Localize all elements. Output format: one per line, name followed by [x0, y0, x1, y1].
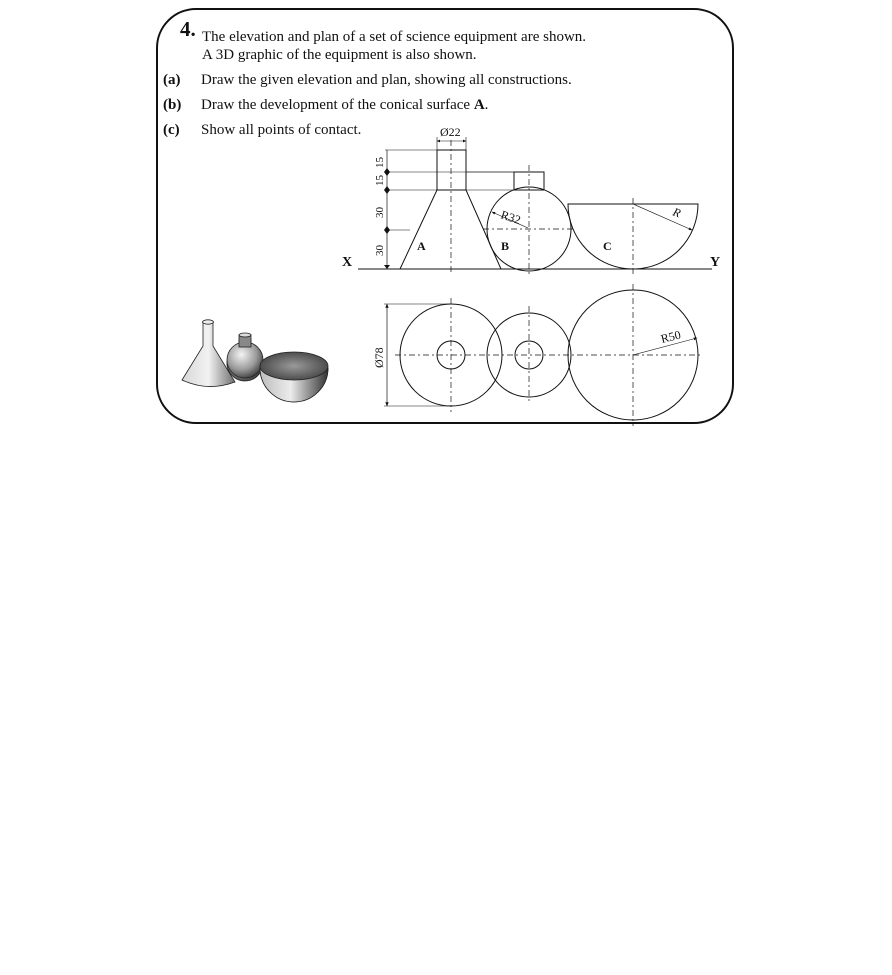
cone-a-outline: [400, 150, 501, 269]
elevation-view: [358, 137, 712, 275]
sphere-radius-text: R32: [499, 207, 523, 228]
part-c-text: Show all points of contact.: [201, 122, 362, 138]
flask-mouth-3d: [203, 320, 214, 324]
label-b: B: [501, 239, 510, 253]
part-b-label: (b): [163, 97, 182, 113]
part-a-text: Draw the given elevation and plan, showing all constructions.: [201, 72, 572, 88]
plan-diameter-text: Ø78: [372, 347, 386, 368]
part-a-label: (a): [163, 72, 181, 88]
flask-3d: [182, 322, 235, 387]
label-x: X: [342, 255, 353, 270]
part-b-period: .: [484, 97, 489, 113]
bowl-radius-leader: [633, 204, 692, 230]
height-dim-30-lower: 30: [374, 245, 386, 256]
label-y: Y: [710, 255, 721, 270]
question-line-1: The elevation and plan of a set of science equipment are shown.: [202, 29, 587, 45]
label-c: C: [603, 239, 612, 253]
height-dim-15: 15: [374, 175, 386, 186]
plan-view: [384, 284, 703, 426]
equipment-3d-graphic: [182, 320, 328, 402]
question-line-2: A 3D graphic of the equipment is also shown.: [202, 47, 477, 63]
label-a: A: [417, 239, 426, 253]
height-dim-15-top: 15: [374, 157, 386, 168]
plan-labels: [372, 327, 682, 368]
part-c-label: (c): [163, 122, 180, 138]
part-b-bold: A: [473, 97, 485, 113]
elevation-centre-lines: [451, 140, 633, 275]
bowl-inner-3d: [260, 352, 328, 380]
plan-radius-text: R50: [659, 327, 683, 346]
bowl-radius-text: R: [670, 204, 683, 221]
part-b-text: Draw the development of the conical surface: [201, 97, 474, 113]
neck-diameter-text: Ø22: [440, 125, 461, 139]
height-dim-30-upper: 30: [374, 207, 386, 218]
question-number: 4.: [180, 17, 196, 41]
elevation-labels: [342, 125, 720, 270]
